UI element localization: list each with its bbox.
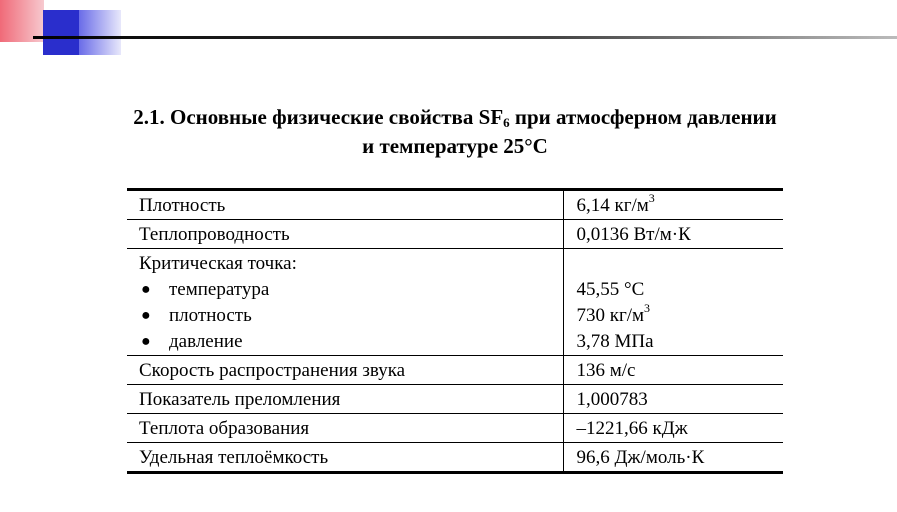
property-value: 45,55 °C — [576, 279, 645, 300]
property-name: Показатель преломления — [127, 385, 564, 414]
properties-table — [127, 188, 783, 474]
property-name: Скорость распространения звука — [127, 356, 564, 385]
decor-blue-gradient-square — [79, 10, 121, 55]
bullet-icon: ● — [141, 307, 151, 324]
property-value: 0,0136 Вт/м·К — [564, 220, 783, 249]
property-value: 6,14 $кг/м^3$ — [564, 190, 783, 220]
table-row-sound-speed — [127, 356, 783, 385]
table-row-density — [127, 190, 783, 220]
sub-item-density: ● плотность — [139, 303, 555, 329]
table-row-specific-heat — [127, 443, 783, 473]
property-value: 730 $кг/м^3$ — [576, 301, 651, 326]
sub-item-temperature: ● температура — [139, 277, 555, 303]
property-value: 96,6 Дж/моль·К — [564, 443, 783, 473]
table-row-critical-point — [127, 249, 783, 356]
property-name: Плотность — [139, 195, 226, 216]
critical-point-header-value — [576, 251, 775, 277]
critical-point-values — [564, 249, 783, 356]
decor-header-line — [33, 36, 897, 39]
table-row-thermal-conductivity — [127, 220, 783, 249]
property-name: Удельная теплоёмкость — [127, 443, 564, 473]
table-row-formation-heat — [127, 414, 783, 443]
decor-blue-square — [43, 10, 79, 55]
page-title — [40, 103, 870, 161]
property-value: –1221,66 кДж — [564, 414, 783, 443]
property-value: 1,000783 — [564, 385, 783, 414]
sub-item-pressure: ● давление — [139, 329, 555, 355]
property-name: Критическая точка: — [139, 253, 297, 274]
bullet-icon: ● — [141, 281, 151, 298]
title-line-1: 2.1. Основные физические свойства $SF_6$ при атмосферном давлении — [133, 105, 777, 130]
table-row-refractive-index — [127, 385, 783, 414]
property-name: Теплопроводность — [127, 220, 564, 249]
property-name: Теплота образования — [127, 414, 564, 443]
critical-point-group — [127, 249, 564, 356]
property-value: 136 м/с — [564, 356, 783, 385]
title-line-2: и температуре 25°C — [362, 134, 548, 158]
bullet-icon: ● — [141, 333, 151, 350]
property-value: 3,78 МПа — [576, 331, 654, 352]
